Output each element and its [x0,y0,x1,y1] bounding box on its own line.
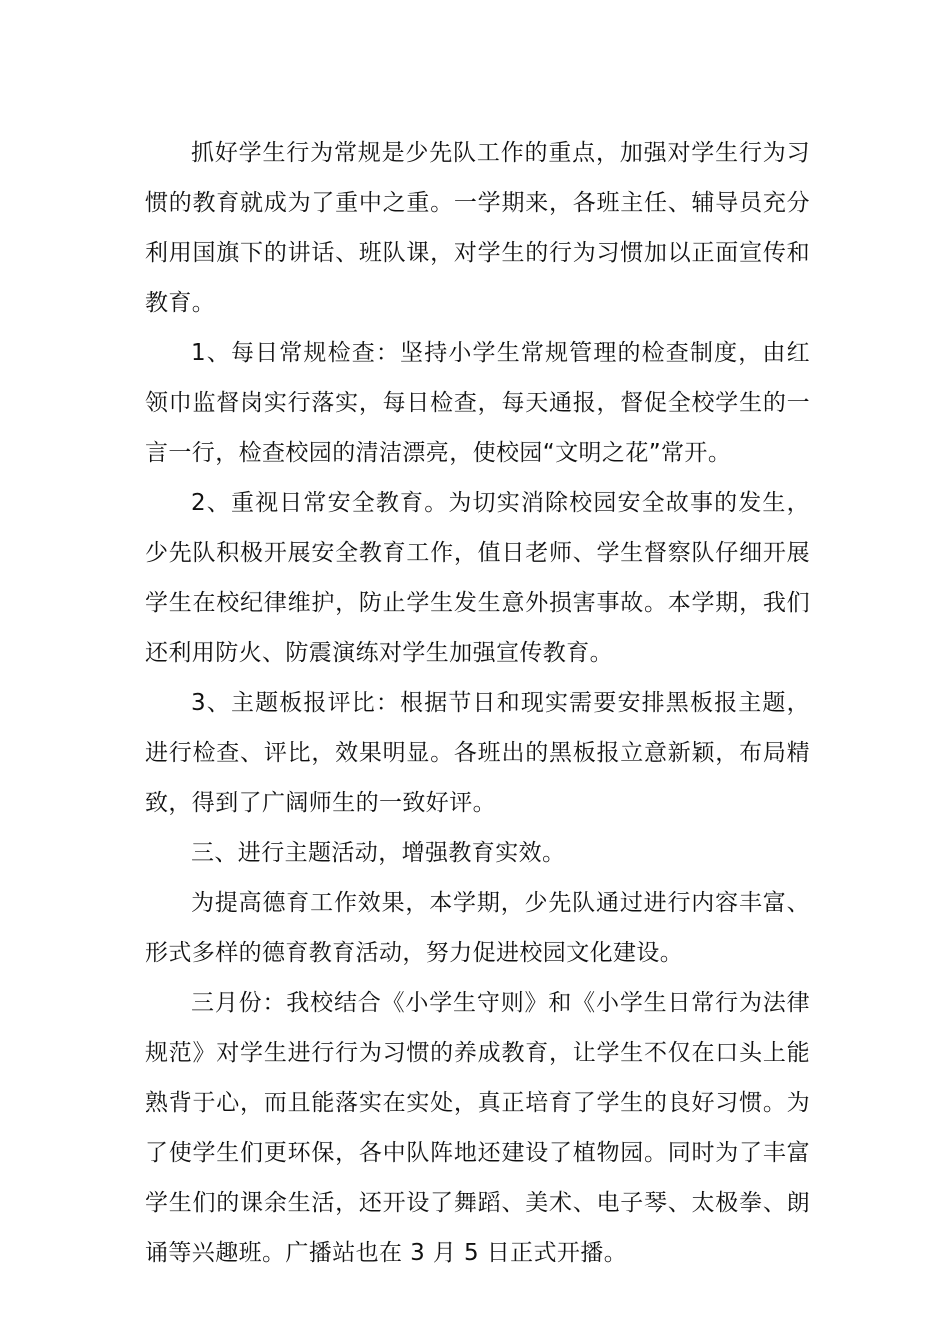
paragraph-blackboard-contest: 3、主题板报评比：根据节日和现实需要安排黑板报主题，进行检查、评比，效果明显。各班出的黑板报立意新颖，布局精致，得到了广阔师生的一致好评。 [145,690,810,816]
paragraph-safety-education: 2、重视日常安全教育。为切实消除校园安全故事的发生，少先队积极开展安全教育工作，值日老师、学生督察队仔细开展学生在校纪律维护，防止学生发生意外损害事故。本学期，我们还利用防火、防震演练对学生加强宣传教育。 [145,490,810,666]
document-body [145,128,810,1278]
section-heading-themed-activities: 三、进行主题活动，增强教育实效。 [191,840,566,866]
paragraph-behavior-norms: 抓好学生行为常规是少先队工作的重点，加强对学生行为习惯的教育就成为了重中之重。一学期来，各班主任、辅导员充分利用国旗下的讲话、班队课，对学生的行为习惯加以正面宣传和教育。 [145,140,810,316]
paragraph-march-activities: 三月份：我校结合《小学生守则》和《小学生日常行为法律规范》对学生进行行为习惯的养成教育，让学生不仅在口头上能熟背于心，而且能落实在实处，真正培育了学生的良好习惯。为了使学生们更环保，各中队阵地还建设了植物园。同时为了丰富学生们的课余生活，还开设了舞蹈、美术、电子琴、太极拳、朗诵等兴趣班。广播站也在 3 月 5 日正式开播。 [145,990,810,1266]
paragraph-moral-education: 为提高德育工作效果，本学期，少先队通过进行内容丰富、形式多样的德育教育活动，努力促进校园文化建设。 [145,890,810,966]
paragraph-daily-inspection: 1、每日常规检查：坚持小学生常规管理的检查制度，由红领巾监督岗实行落实，每日检查，每天通报，督促全校学生的一言一行，检查校园的清洁漂亮，使校园“文明之花”常开。 [145,340,810,466]
